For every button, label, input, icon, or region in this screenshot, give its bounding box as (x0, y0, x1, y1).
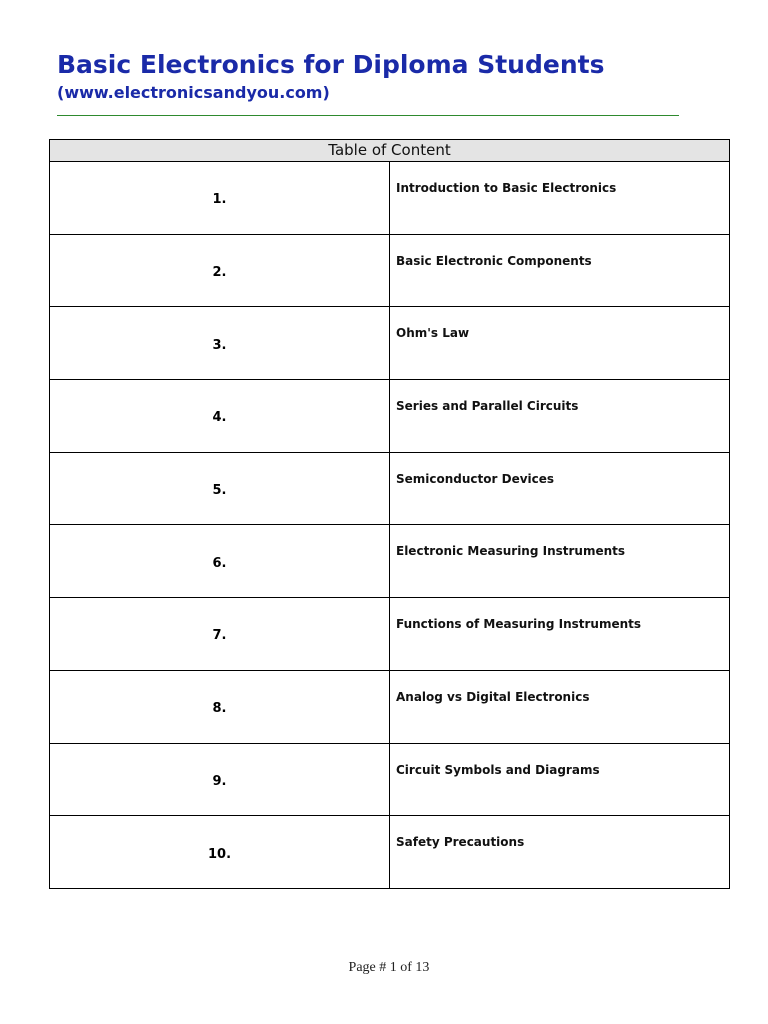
page-title: Basic Electronics for Diploma Students (57, 50, 605, 79)
toc-item-label[interactable]: Introduction to Basic Electronics (390, 162, 730, 235)
toc-item-label[interactable]: Semiconductor Devices (390, 452, 730, 525)
toc-row (50, 670, 730, 743)
toc-item-number: 2. (50, 234, 390, 307)
title-divider (57, 115, 679, 116)
toc-item-number: 5. (50, 452, 390, 525)
toc-row (50, 598, 730, 671)
toc-item-label[interactable]: Analog vs Digital Electronics (390, 670, 730, 743)
toc-item-number: 3. (50, 307, 390, 380)
toc-item-label[interactable]: Circuit Symbols and Diagrams (390, 743, 730, 816)
toc-item-number: 8. (50, 670, 390, 743)
toc-row (50, 743, 730, 816)
toc-item-label[interactable]: Ohm's Law (390, 307, 730, 380)
toc-item-number: 1. (50, 162, 390, 235)
toc-row (50, 380, 730, 453)
toc-row (50, 525, 730, 598)
toc-item-label[interactable]: Functions of Measuring Instruments (390, 598, 730, 671)
toc-item-number: 7. (50, 598, 390, 671)
toc-item-label[interactable]: Electronic Measuring Instruments (390, 525, 730, 598)
toc-row (50, 816, 730, 889)
toc-heading: Table of Content (50, 140, 730, 162)
page-number: Page # 1 of 13 (348, 960, 430, 975)
toc-row (50, 162, 730, 235)
toc-item-label[interactable]: Series and Parallel Circuits (390, 380, 730, 453)
website-link[interactable]: (www.electronicsandyou.com) (57, 83, 330, 102)
toc-row (50, 452, 730, 525)
toc-item-label[interactable]: Safety Precautions (390, 816, 730, 889)
toc-row (50, 234, 730, 307)
toc-row (50, 307, 730, 380)
toc-item-number: 10. (50, 816, 390, 889)
toc-item-number: 4. (50, 380, 390, 453)
toc-item-label[interactable]: Basic Electronic Components (390, 234, 730, 307)
toc-item-number: 9. (50, 743, 390, 816)
toc-item-number: 6. (50, 525, 390, 598)
table-of-contents (49, 139, 730, 889)
